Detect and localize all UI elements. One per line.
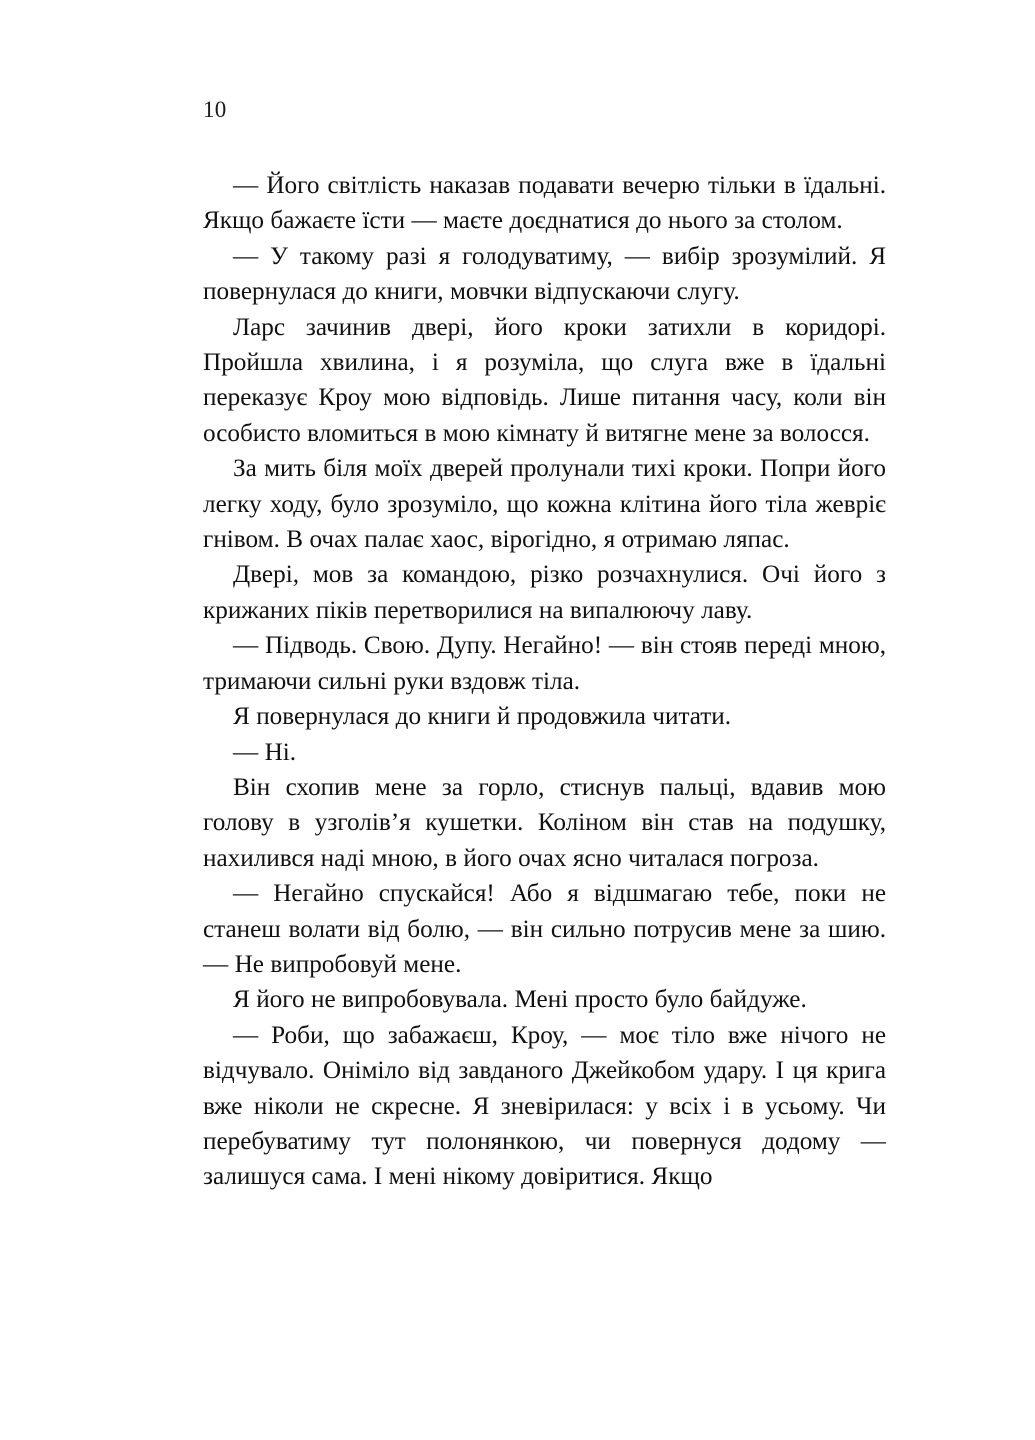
page-number: 10 <box>203 97 227 122</box>
paragraph: — Ні. <box>233 738 297 766</box>
paragraph: За мить біля моїх дверей пролунали тихі кроки. Попри його легку ходу, було зрозуміло, що кожна клітина його тіла жевріє гнівом. В очах палає хаос, вірогідно, я отримаю ляпас. <box>203 455 886 554</box>
paragraph: — Негайно спускайся! Або я відшмагаю тебе, поки не станеш волати від болю, — він сильно потрусив мене за шию. — Не випробовуй мене. <box>203 880 886 978</box>
paragraph: Я його не випробовувала. Мені просто було байдуже. <box>233 986 807 1014</box>
paragraph: Я повернулася до книги й продовжила читати. <box>233 703 732 731</box>
paragraph: — У такому разі я голодуватиму, — вибір зрозумілий. Я повернулася до книги, мовчки відпускаючи слугу. <box>203 242 886 306</box>
paragraph: Він схопив мене за горло, стиснув пальці, вдавив мою голову в узголів’я кушетки. Коліном він став на подушку, нахилився наді мною, в його очах ясно читалася погроза. <box>203 773 886 872</box>
paragraph: Двері, мов за командою, різко розчахнулися. Очі його з крижаних піків перетворилися на випалюючу лаву. <box>203 561 886 624</box>
paragraph: Ларс зачинив двері, його кроки затихли в коридорі. Пройшла хвилина, і я розуміла, що слуга вже в їдальні переказує Кроу мою відповідь. Лише питання часу, коли він особисто вломиться в мою кімнату й витягне мене за волосся. <box>203 313 886 447</box>
paragraph: — Підводь. Свою. Дупу. Негайно! — він стояв переді мною, тримаючи сильні руки вздовж тіла. <box>203 632 886 695</box>
paragraph: — Роби, що забажаєш, Кроу, — моє тіло вже нічого не відчувало. Оніміло від завданого Джейкобом удару. І ця крига вже ніколи не скресне. Я зневірилася: у всіх і в усьому. Чи перебуватиму тут полонянкою, чи повернуся додому — залишуся сама. І мені нікому довіритися. Якщо <box>203 1021 886 1191</box>
body-text-column <box>203 168 886 1195</box>
paragraph: — Його світлість наказав подавати вечерю тільки в їдальні. Якщо бажаєте їсти — маєте доєднатися до нього за столом. <box>203 172 886 235</box>
